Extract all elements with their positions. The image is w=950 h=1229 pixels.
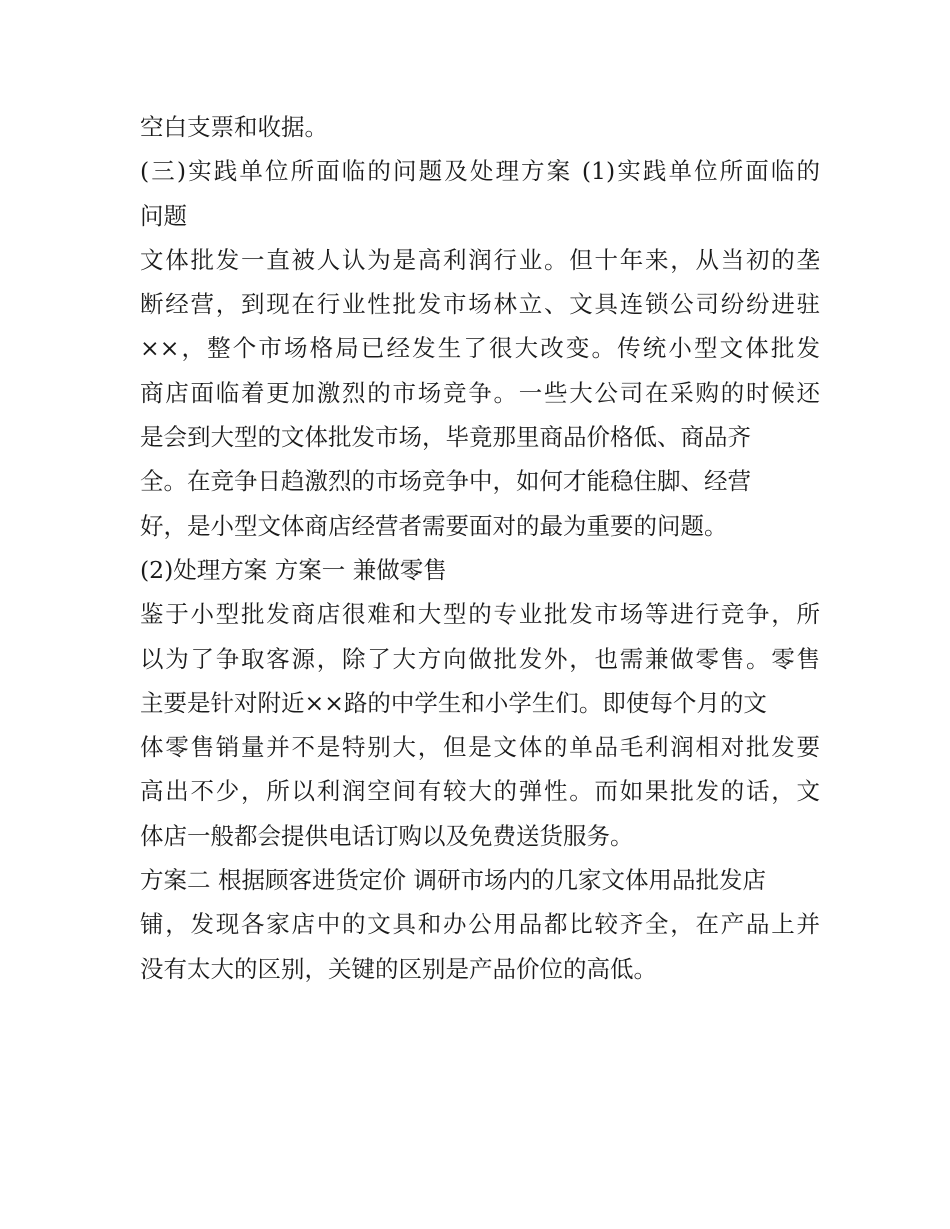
text-line: 体零售销量并不是特别大，但是文体的单品毛利润相对批发要 (140, 733, 820, 762)
text-line: 断经营，到现在行业性批发市场林立、文具连锁公司纷纷进驻 (140, 290, 820, 319)
text-line: 空白支票和收据。 (140, 113, 328, 141)
text-line: 文体批发一直被人认为是高利润行业。但十年来，从当初的垄 (140, 245, 820, 274)
text-line: ××，整个市场格局已经发生了很大改变。传统小型文体批发 (140, 334, 820, 363)
text-line: 商店面临着更加激烈的市场竞争。一些大公司在采购的时候还 (140, 378, 820, 407)
text-line: 铺，发现各家店中的文具和办公用品都比较齐全，在产品上并 (140, 910, 820, 939)
text-line: 体店一般都会提供电话订购以及免费送货服务。 (140, 821, 634, 850)
text-line: 鉴于小型批发商店很难和大型的专业批发市场等进行竞争，所 (140, 600, 820, 629)
text-line: 好，是小型文体商店经营者需要面对的最为重要的问题。 (140, 511, 728, 540)
body-text (140, 105, 820, 991)
text-line: 没有太大的区别，关键的区别是产品价位的高低。 (140, 954, 657, 983)
text-line: 高出不少，所以利润空间有较大的弹性。而如果批发的话，文 (140, 777, 820, 806)
section-heading-line: 问题 (140, 201, 187, 230)
text-line: 主要是针对附近××路的中学生和小学生们。即使每个月的文 (140, 688, 767, 717)
section-heading-line: (三)实践单位所面临的问题及处理方案 (1)实践单位所面临的 (140, 157, 820, 186)
text-line: 方案二 根据顾客进货定价 调研市场内的几家文体用品批发店 (140, 866, 766, 895)
section-heading-line: (2)处理方案 方案一 兼做零售 (140, 555, 447, 584)
text-line: 全。在竞争日趋激烈的市场竞争中，如何才能稳住脚、经营 (140, 467, 751, 496)
text-line: 以为了争取客源，除了大方向做批发外，也需兼做零售。零售 (140, 644, 820, 673)
text-line: 是会到大型的文体批发市场，毕竟那里商品价格低、商品齐 (140, 423, 751, 452)
